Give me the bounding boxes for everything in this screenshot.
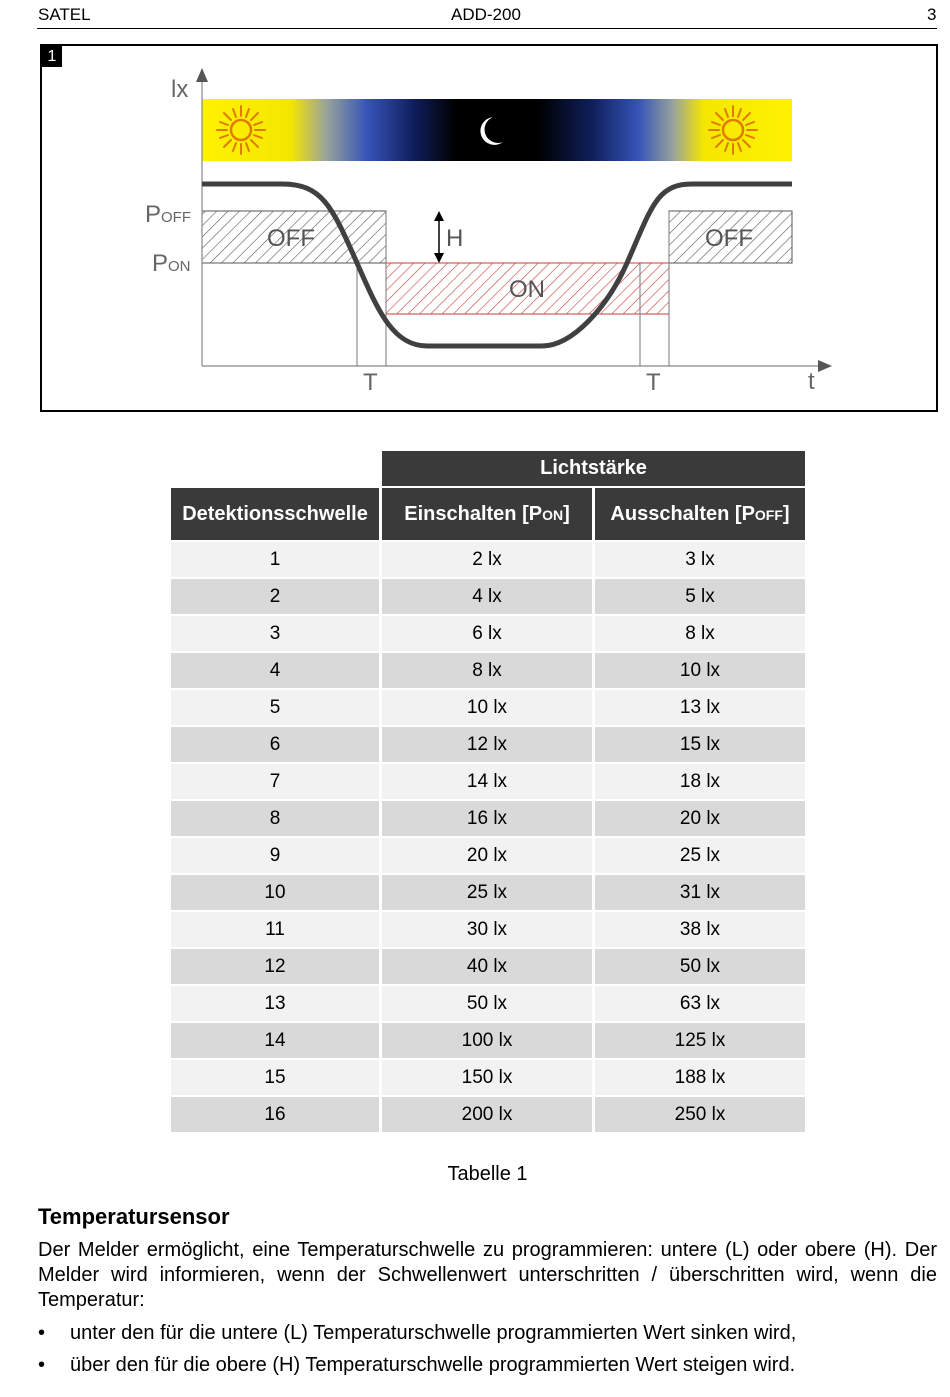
- table-row: [171, 875, 805, 910]
- off-value-cell: 125 lx: [595, 1023, 805, 1058]
- table-caption: Tabelle 1: [447, 1163, 528, 1185]
- on-value-cell: 4 lx: [382, 579, 592, 614]
- off-label-right: OFF: [705, 225, 753, 252]
- threshold-cell: 13: [171, 986, 379, 1021]
- table-body: [171, 542, 805, 1132]
- on-value-cell: 14 lx: [382, 764, 592, 799]
- table-row: [171, 1060, 805, 1095]
- section-title: Temperatursensor: [38, 1204, 230, 1229]
- off-value-cell: 25 lx: [595, 838, 805, 873]
- on-value-cell: 6 lx: [382, 616, 592, 651]
- table-row: [171, 653, 805, 688]
- table-row: [171, 1097, 805, 1132]
- y-axis-label: lx: [171, 76, 189, 103]
- threshold-cell: 2: [171, 579, 379, 614]
- table-row: [171, 801, 805, 836]
- figure-number: 1: [42, 46, 62, 67]
- off-value-cell: 38 lx: [595, 912, 805, 947]
- off-value-cell: 63 lx: [595, 986, 805, 1021]
- col-header-threshold: Detektionsschwelle: [171, 488, 379, 540]
- on-label: ON: [509, 276, 545, 303]
- threshold-cell: 16: [171, 1097, 379, 1132]
- on-value-cell: 12 lx: [382, 727, 592, 762]
- header-rule: [37, 28, 937, 29]
- on-value-cell: 10 lx: [382, 690, 592, 725]
- col-header-switch-on: Einschalten [PON]: [382, 488, 592, 540]
- off-value-cell: 8 lx: [595, 616, 805, 651]
- hysteresis-label: H: [446, 225, 464, 252]
- light-threshold-figure: [40, 44, 938, 412]
- table-row: [171, 579, 805, 614]
- table-row: [171, 764, 805, 799]
- on-value-cell: 8 lx: [382, 653, 592, 688]
- off-value-cell: 13 lx: [595, 690, 805, 725]
- delay-label-1: T: [363, 369, 378, 396]
- threshold-cell: 4: [171, 653, 379, 688]
- off-value-cell: 20 lx: [595, 801, 805, 836]
- table-row: [171, 949, 805, 984]
- off-value-cell: 250 lx: [595, 1097, 805, 1132]
- list-item-text: über den für die obere (H) Temperaturschwelle programmierten Wert steigen wird.: [70, 1354, 796, 1376]
- table-row: [171, 616, 805, 651]
- threshold-cell: 14: [171, 1023, 379, 1058]
- threshold-cell: 9: [171, 838, 379, 873]
- on-value-cell: 40 lx: [382, 949, 592, 984]
- on-value-cell: 200 lx: [382, 1097, 592, 1132]
- section-paragraph: Der Melder ermöglicht, eine Temperaturschwelle zu programmieren: untere (L) oder obere (H). Der Melder wird informieren, wenn der Schwellenwert unterschritten / überschritten wird, wenn die Temperatur:: [38, 1239, 937, 1311]
- table-row: [171, 727, 805, 762]
- on-value-cell: 25 lx: [382, 875, 592, 910]
- off-value-cell: 50 lx: [595, 949, 805, 984]
- threshold-cell: 3: [171, 616, 379, 651]
- on-value-cell: 16 lx: [382, 801, 592, 836]
- threshold-cell: 5: [171, 690, 379, 725]
- delay-label-2: T: [646, 369, 661, 396]
- col-header-switch-off: Ausschalten [POFF]: [595, 488, 805, 540]
- bullet-icon: •: [38, 1322, 46, 1344]
- header-manufacturer: SATEL: [38, 5, 91, 24]
- threshold-cell: 7: [171, 764, 379, 799]
- on-value-cell: 20 lx: [382, 838, 592, 873]
- header-page-number: 3: [927, 5, 937, 24]
- hysteresis-arrow-head-down: [434, 253, 444, 263]
- off-value-cell: 5 lx: [595, 579, 805, 614]
- day-night-band: [202, 99, 792, 161]
- x-axis-label: t: [808, 368, 815, 395]
- off-value-cell: 15 lx: [595, 727, 805, 762]
- off-value-cell: 31 lx: [595, 875, 805, 910]
- p-on-label: PON: [152, 250, 191, 277]
- table-row: [171, 838, 805, 873]
- list-item-text: unter den für die untere (L) Temperaturschwelle programmierten Wert sinken wird,: [70, 1322, 797, 1344]
- on-value-cell: 150 lx: [382, 1060, 592, 1095]
- on-value-cell: 2 lx: [382, 542, 592, 577]
- group-header-light-intensity: Lichtstärke: [382, 451, 805, 486]
- threshold-cell: 8: [171, 801, 379, 836]
- y-axis-arrow: [196, 68, 208, 82]
- table-row: [171, 986, 805, 1021]
- off-value-cell: 188 lx: [595, 1060, 805, 1095]
- light-threshold-table: [168, 449, 808, 1134]
- bullet-icon: •: [38, 1354, 46, 1376]
- table-row: [171, 690, 805, 725]
- threshold-cell: 12: [171, 949, 379, 984]
- table-row: [171, 542, 805, 577]
- off-value-cell: 3 lx: [595, 542, 805, 577]
- p-off-label: POFF: [145, 201, 192, 228]
- off-label-left: OFF: [267, 225, 315, 252]
- threshold-cell: 15: [171, 1060, 379, 1095]
- off-value-cell: 18 lx: [595, 764, 805, 799]
- on-value-cell: 50 lx: [382, 986, 592, 1021]
- table-row: [171, 912, 805, 947]
- off-value-cell: 10 lx: [595, 653, 805, 688]
- on-value-cell: 100 lx: [382, 1023, 592, 1058]
- threshold-cell: 1: [171, 542, 379, 577]
- threshold-cell: 6: [171, 727, 379, 762]
- on-value-cell: 30 lx: [382, 912, 592, 947]
- figure-diagram: [42, 46, 936, 410]
- hysteresis-arrow-head-up: [434, 211, 444, 221]
- table-row: [171, 1023, 805, 1058]
- x-axis-arrow: [818, 360, 832, 372]
- header-product: ADD-200: [451, 5, 521, 24]
- threshold-cell: 11: [171, 912, 379, 947]
- threshold-cell: 10: [171, 875, 379, 910]
